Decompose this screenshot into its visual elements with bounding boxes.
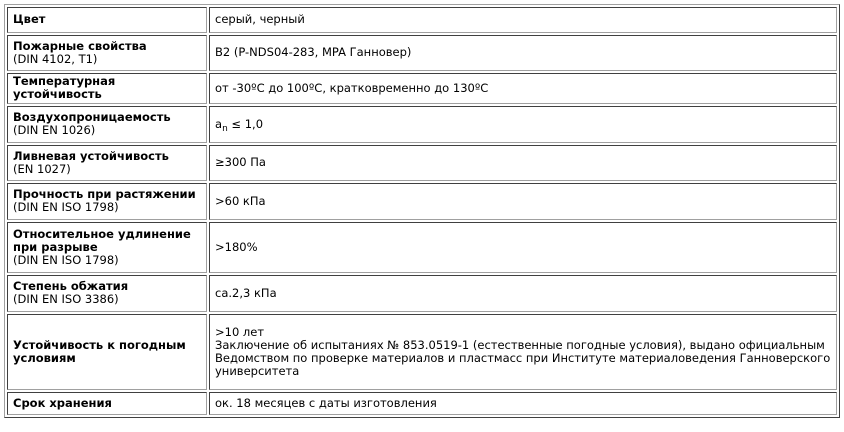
property-cell xyxy=(7,183,207,220)
property-cell xyxy=(7,275,207,312)
value-cell xyxy=(209,183,837,220)
property-value: >10 лет xyxy=(215,324,265,339)
table-row-elongation xyxy=(7,222,837,273)
property-cell xyxy=(7,222,207,273)
property-cell xyxy=(7,35,207,71)
value-cell xyxy=(209,73,837,104)
property-name: Воздухопроницаемость xyxy=(13,110,171,124)
property-standard: (EN 1027) xyxy=(13,161,71,176)
property-standard: (DIN EN 1026) xyxy=(13,123,96,137)
value-cell xyxy=(209,392,837,415)
property-value: ≥300 Па xyxy=(215,155,266,169)
property-standard: (DIN 4102, T1) xyxy=(13,51,98,66)
property-value-note: университета xyxy=(215,363,300,378)
value-cell xyxy=(209,275,837,312)
table-row-color xyxy=(7,7,837,33)
table-row-rain-resistance xyxy=(7,145,837,181)
property-name: Пожарные свойства xyxy=(13,38,147,53)
value-symbol: a xyxy=(215,116,223,131)
value-cell xyxy=(209,314,837,390)
property-value: B2 (P-NDS04-283, MPA Ганновер) xyxy=(215,45,412,59)
property-value: >60 кПа xyxy=(215,193,266,208)
property-name: Температурная устойчивость xyxy=(13,74,116,101)
value-cell xyxy=(209,7,837,33)
property-standard: (DIN EN ISO 3386) xyxy=(13,292,119,306)
table-row-weather-resistance xyxy=(7,314,837,390)
property-cell xyxy=(7,73,207,104)
property-name: Относительное удлинение при разрыве xyxy=(13,226,191,254)
property-value: ок. 18 месяцев с даты изготовления xyxy=(215,395,437,410)
spec-table xyxy=(4,4,840,418)
property-value: серый, черный xyxy=(215,12,305,26)
value-cell xyxy=(209,106,837,143)
table-row-fire-properties xyxy=(7,35,837,71)
property-name: Срок хранения xyxy=(13,395,112,410)
property-value: >180% xyxy=(215,239,258,254)
property-value-note: Ведомством по проверке материалов и пластмасс при Институте материаловедения Ганноверского xyxy=(215,350,831,365)
value-subscript: n xyxy=(222,123,228,134)
property-value: ca.2,3 кПа xyxy=(215,285,277,300)
property-name: Прочность при растяжении xyxy=(13,187,196,201)
property-value xyxy=(215,116,831,134)
value-cell xyxy=(209,35,837,71)
table-row-shelf-life xyxy=(7,392,837,415)
value-amount: ≤ 1,0 xyxy=(227,116,264,131)
value-cell xyxy=(209,145,837,181)
property-name: Ливневая устойчивость xyxy=(13,148,169,163)
property-value: от -30ºC до 100ºC, кратковременно до 130ºC xyxy=(215,80,489,95)
property-cell xyxy=(7,314,207,390)
property-cell xyxy=(7,7,207,33)
property-cell xyxy=(7,145,207,181)
property-cell xyxy=(7,392,207,415)
property-standard: (DIN EN ISO 1798) xyxy=(13,252,119,267)
property-name: Устойчивость к погодным условиям xyxy=(13,337,186,365)
table-row-air-permeability xyxy=(7,106,837,143)
value-cell xyxy=(209,222,837,273)
table-row-compression xyxy=(7,275,837,312)
table-row-tensile-strength xyxy=(7,183,837,220)
table-row-temperature xyxy=(7,73,837,104)
property-standard: (DIN EN ISO 1798) xyxy=(13,200,119,214)
property-name: Степень обжатия xyxy=(13,279,129,293)
property-name: Цвет xyxy=(13,12,46,26)
property-value-note: Заключение об испытаниях № 853.0519-1 (естественные погодные условия), выдано официальным xyxy=(215,337,825,352)
property-cell xyxy=(7,106,207,143)
